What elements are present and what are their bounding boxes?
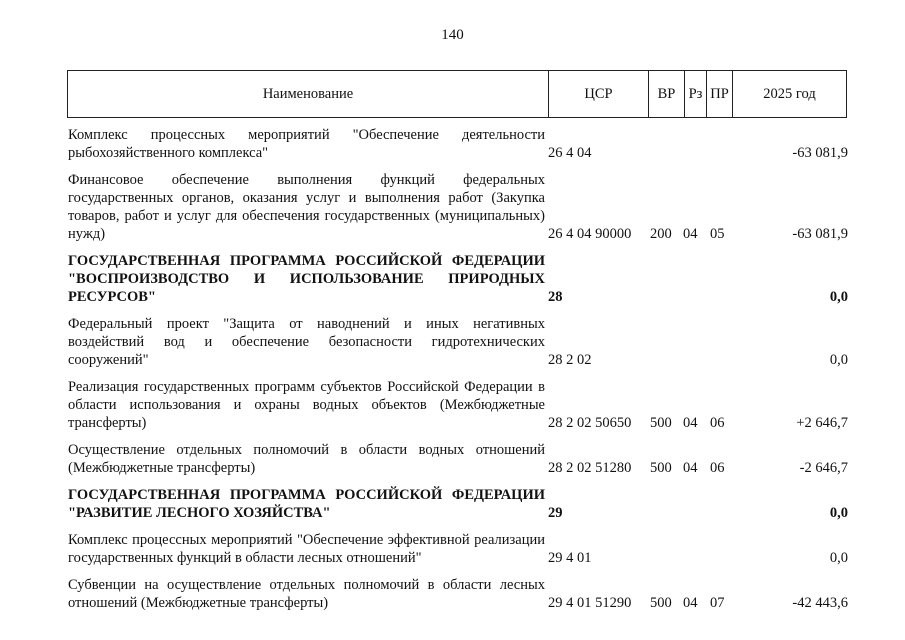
- column-header-rz: Рз: [685, 71, 707, 117]
- table-header: [67, 70, 847, 118]
- row-rz: 04: [683, 460, 698, 476]
- row-name: Финансовое обеспечение выполнения функций федеральных государственных органов, оказания услуг и выполнения работ (Закупка товаров, работ и услуг для обеспечения государственных (муниципальных) нужд): [68, 172, 545, 242]
- column-header-pr: ПР: [707, 71, 733, 117]
- row-csr: 28 2 02 51280: [548, 460, 632, 476]
- table-row: [68, 576, 848, 612]
- column-header-year: 2025 год: [763, 85, 816, 102]
- row-pr: 05: [710, 226, 725, 242]
- row-name: Комплекс процессных мероприятий "Обеспечение деятельности рыбохозяйственного комплекса": [68, 127, 545, 161]
- table-row: [68, 531, 848, 567]
- table-row: [68, 171, 848, 243]
- row-rz: 04: [683, 415, 698, 431]
- row-vr: 500: [650, 460, 672, 476]
- row-pr: 07: [710, 595, 725, 611]
- table-row: [68, 315, 848, 369]
- row-csr: 29 4 01 51290: [548, 595, 632, 611]
- row-amount: 0,0: [829, 505, 848, 521]
- row-rz: 04: [683, 226, 698, 242]
- row-name: Реализация государственных программ субъектов Российской Федерации в области использования и охраны водных объектов (Межбюджетные трансферты): [68, 379, 545, 431]
- column-header-csr: ЦСР: [549, 71, 649, 117]
- table-row: [68, 126, 848, 162]
- row-vr: 200: [650, 226, 672, 242]
- table-row-program: [68, 486, 848, 522]
- row-csr: 29 4 01: [548, 550, 592, 566]
- row-amount: -63 081,9: [792, 226, 848, 242]
- row-csr: 29: [548, 505, 563, 521]
- row-amount: -63 081,9: [792, 145, 848, 161]
- row-amount: -2 646,7: [799, 460, 848, 476]
- column-header-name: Наименование: [68, 71, 549, 117]
- row-csr: 28 2 02: [548, 352, 592, 368]
- page-number: 140: [441, 27, 464, 43]
- row-name: Федеральный проект "Защита от наводнений и иных негативных воздействий вод и обеспечение безопасности гидротехнических сооружений": [68, 316, 545, 368]
- table-row: [68, 378, 848, 432]
- row-amount: +2 646,7: [796, 415, 848, 431]
- row-name: Осуществление отдельных полномочий в области водных отношений (Межбюджетные трансферты): [68, 442, 545, 476]
- table-body: [68, 126, 848, 621]
- row-csr: 26 4 04: [548, 145, 592, 161]
- row-pr: 06: [710, 415, 725, 431]
- row-vr: 500: [650, 595, 672, 611]
- row-amount: 0,0: [829, 352, 848, 368]
- row-amount: 0,0: [829, 550, 848, 566]
- row-vr: 500: [650, 415, 672, 431]
- table-row-program: [68, 252, 848, 306]
- row-amount: -42 443,6: [792, 595, 848, 611]
- column-header-vr: ВР: [649, 71, 685, 117]
- row-rz: 04: [683, 595, 698, 611]
- row-amount: 0,0: [829, 289, 848, 305]
- row-name: Субвенции на осуществление отдельных полномочий в области лесных отношений (Межбюджетные трансферты): [68, 577, 545, 611]
- row-pr: 06: [710, 460, 725, 476]
- row-csr: 28 2 02 50650: [548, 415, 632, 431]
- row-name: ГОСУДАРСТВЕННАЯ ПРОГРАММА РОССИЙСКОЙ ФЕДЕРАЦИИ "ВОСПРОИЗВОДСТВО И ИСПОЛЬЗОВАНИЕ ПРИРОДНЫХ РЕСУРСОВ": [68, 253, 545, 305]
- row-csr: 26 4 04 90000: [548, 226, 632, 242]
- table-row: [68, 441, 848, 477]
- row-name: Комплекс процессных мероприятий "Обеспечение эффективной реализации государственных функций в области лесных отношений": [68, 532, 545, 566]
- row-csr: 28: [548, 289, 563, 305]
- row-name: ГОСУДАРСТВЕННАЯ ПРОГРАММА РОССИЙСКОЙ ФЕДЕРАЦИИ "РАЗВИТИЕ ЛЕСНОГО ХОЗЯЙСТВА": [68, 487, 545, 521]
